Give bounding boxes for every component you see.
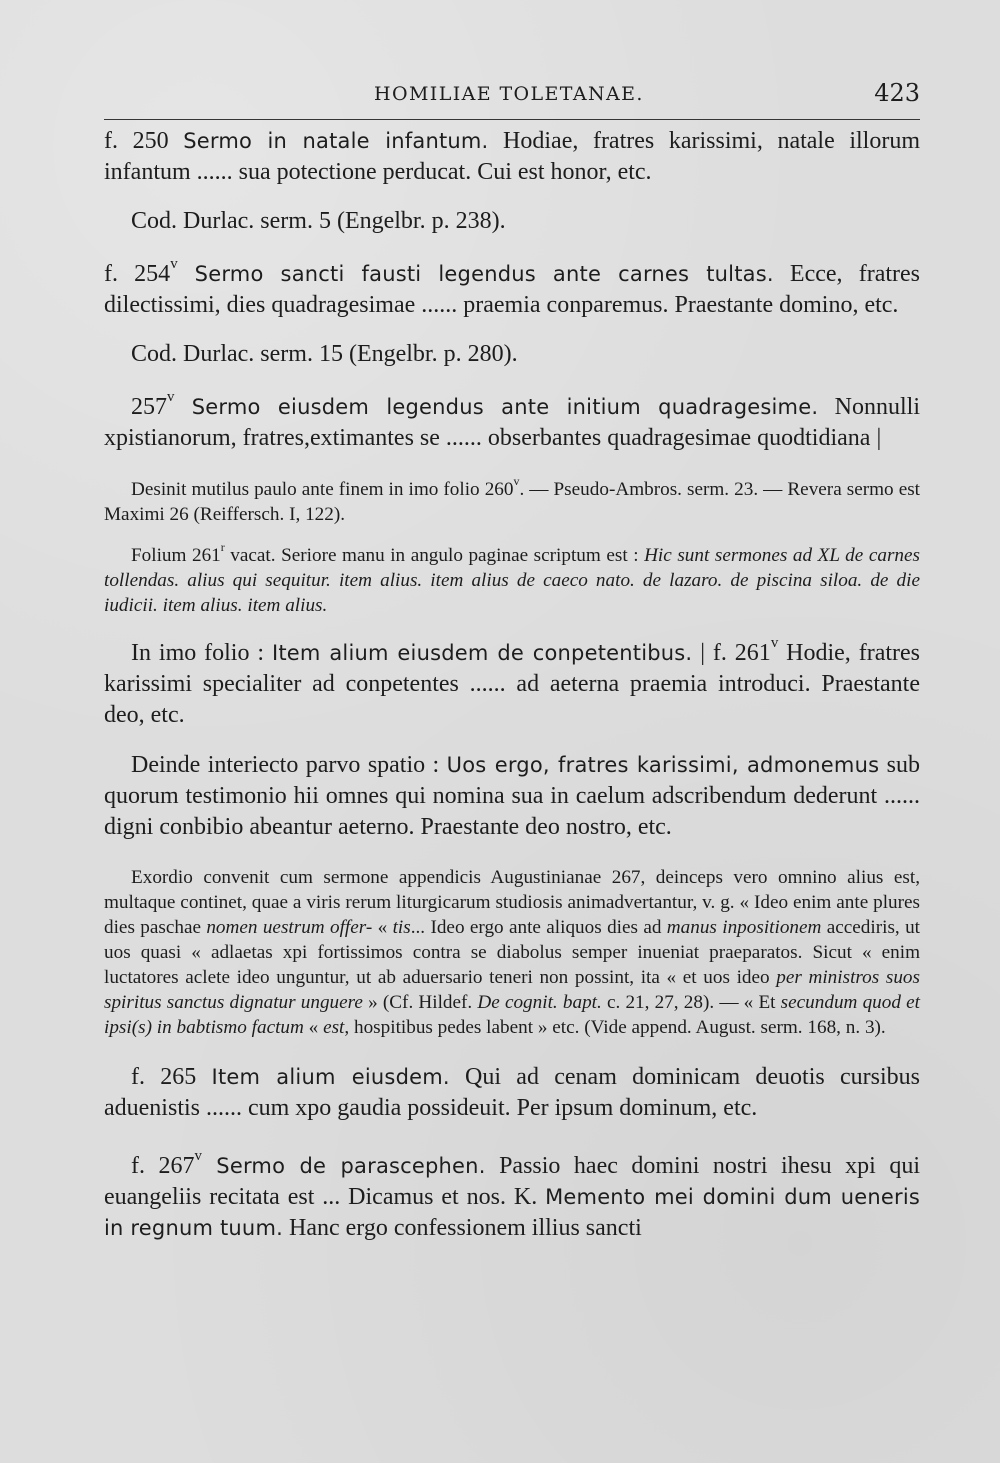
entry-text: sub quorum testimonio hii omnes qui nomina sua in caelum adscribendum dederunt ...... digni conbibio abeantur aeterno. Praestante deo nostro, etc. xyxy=(104,752,920,840)
note-text: . — Pseudo-Ambros. serm. 23. — Revera sermo est Maximi 26 (Reiffersch. I, 122). xyxy=(104,479,921,525)
entry-f254v xyxy=(104,256,921,321)
incipit-heading: Sermo sancti fausti legendus ante carnes tultas. xyxy=(177,262,774,286)
note-text: c. 21, 27, 28). — « Et xyxy=(601,992,781,1013)
note-text: Cod. Durlac. serm. 5 (Engelbr. p. 238). xyxy=(131,208,506,234)
note-text: Desinit mutilus paulo ante finem in imo folio 260 xyxy=(131,479,514,500)
running-title: HOMILIAE TOLETANAE. xyxy=(374,83,644,105)
folio-side: v xyxy=(513,473,520,488)
entry-text: Hodiae, fratres karissimi, natale illorum infantum ...... sua potectione perducat. Cui est honor, etc. xyxy=(104,128,921,185)
entry-f250 xyxy=(104,126,920,188)
folio-side: v xyxy=(770,635,779,652)
quoted-italic: manus inpositionem xyxy=(666,917,822,938)
note-text: , hospitibus pedes labent » etc. (Vide append. August. serm. 168, n. 3). xyxy=(344,1017,886,1038)
incipit-heading: Memento mei domini dum ueneris in regnum tuum. xyxy=(104,1185,920,1240)
entry-deinde xyxy=(104,750,920,843)
incipit-heading: Sermo de parascephen. xyxy=(201,1154,486,1178)
folio-side: r xyxy=(220,539,225,554)
note-f257v xyxy=(104,473,921,527)
entry-text: Qui ad cenam dominicam deuotis cursibus aduenistis ...... cum xpo gaudia possideuit. Per ipsum dominum, etc. xyxy=(104,1064,920,1121)
page-header xyxy=(104,79,920,113)
note-f254v xyxy=(104,339,920,370)
note-text: vacat. Seriore manu in angulo paginae scriptum est : xyxy=(224,545,645,566)
entry-text: Nonnulli xpistianorum, fratres,extimantes se ...... obserbantes quadragesimae quodtidiana | xyxy=(104,394,920,451)
incipit-heading: Uos ergo, fratres karissimi, admonemus xyxy=(446,753,880,777)
lead-text: Deinde interiecto parvo spatio : xyxy=(131,752,447,778)
entry-f265 xyxy=(104,1062,920,1124)
header-rule xyxy=(104,119,920,120)
incipit-heading: Item alium eiusdem. xyxy=(211,1065,450,1089)
folium-note xyxy=(104,539,920,618)
later-hand-note: Hic sunt sermones ad XL de carnes tollendas. alius qui sequitur. item alius. item alius de caeco nato. de lazaro. de piscina siloa. de die iudicii. item alius. item alius. xyxy=(104,545,920,616)
page-number: 423 xyxy=(874,79,920,107)
entry-text: Ecce, fratres dilectissimi, dies quadragesimae ...... praemia conparemus. Praestante domino, etc. xyxy=(104,261,921,318)
entry-text: Hanc ergo confessionem illius sancti xyxy=(282,1215,642,1241)
folio-side: v xyxy=(194,1148,202,1165)
entry-text: | f. 261 xyxy=(692,640,771,666)
quoted-italic: tis xyxy=(392,917,411,938)
note-f250 xyxy=(104,206,920,237)
folio-ref: f. 254 xyxy=(104,261,171,287)
entry-text: Hodie, fratres karissimi specialiter ad conpetentes ...... ad aeterna praemia introduci. Praestante deo, etc. xyxy=(104,640,921,728)
quoted-italic: secundum quod et ipsi(s) in babtismo factum xyxy=(104,992,920,1038)
entry-in-imo-folio xyxy=(104,635,921,731)
note-text: « xyxy=(303,1017,324,1038)
folio-ref: f. 265 xyxy=(131,1064,212,1090)
incipit-heading: Item alium eiusdem de conpetentibus. xyxy=(271,641,693,665)
folio-ref: f. 267 xyxy=(131,1153,195,1179)
quoted-italic: per ministros suos spiritus sanctus dignatur unguere xyxy=(104,967,920,1013)
note-text: Cod. Durlac. serm. 15 (Engelbr. p. 280). xyxy=(131,341,518,367)
note-text: accediris, ut uos quasi « adlaetas xpi fortissimos contra se diabolus semper inueniat praeparatos. Sicut « enim luctatores aclete ideo unguntur, ut ab aduersario teneri non possint, ita « et uos ideo xyxy=(104,917,920,988)
note-text: » (Cf. Hildef. xyxy=(362,992,478,1013)
entry-f267v xyxy=(104,1148,921,1244)
entry-f257v xyxy=(104,389,920,454)
folio-side: v xyxy=(167,389,175,406)
incipit-heading: Sermo eiusdem legendus ante initium quadragesime. xyxy=(174,395,819,419)
note-text: « xyxy=(372,917,393,938)
note-text: Exordio convenit cum sermone appendicis Augustinianae 267, deinceps vero omnino alius est, multaque continet, quae a viris rerum liturgicarum studiosis animadvertantur, v. g. « Ideo enim ante plures dies paschae xyxy=(104,867,920,938)
entry-text: Passio haec domini nostri ihesu xpi qui euangeliis recitata est ... Dicamus et nos. K. xyxy=(104,1153,921,1210)
quoted-italic: nomen uestrum offer- xyxy=(206,917,373,938)
incipit-heading: Sermo in natale infantum. xyxy=(183,129,489,153)
folio-ref: f. 250 xyxy=(104,128,184,154)
page-content xyxy=(104,126,920,1244)
lead-text: In imo folio : xyxy=(131,640,272,666)
folio-side: v xyxy=(170,256,178,273)
folio-ref: 257 xyxy=(131,394,167,420)
quoted-italic: est xyxy=(323,1017,345,1038)
note-text: ... Ideo ergo ante aliquos dies ad xyxy=(410,917,667,938)
note-text: Folium 261 xyxy=(131,545,221,566)
quoted-italic: De cognit. bapt. xyxy=(477,992,602,1013)
exordium-note xyxy=(104,865,920,1040)
